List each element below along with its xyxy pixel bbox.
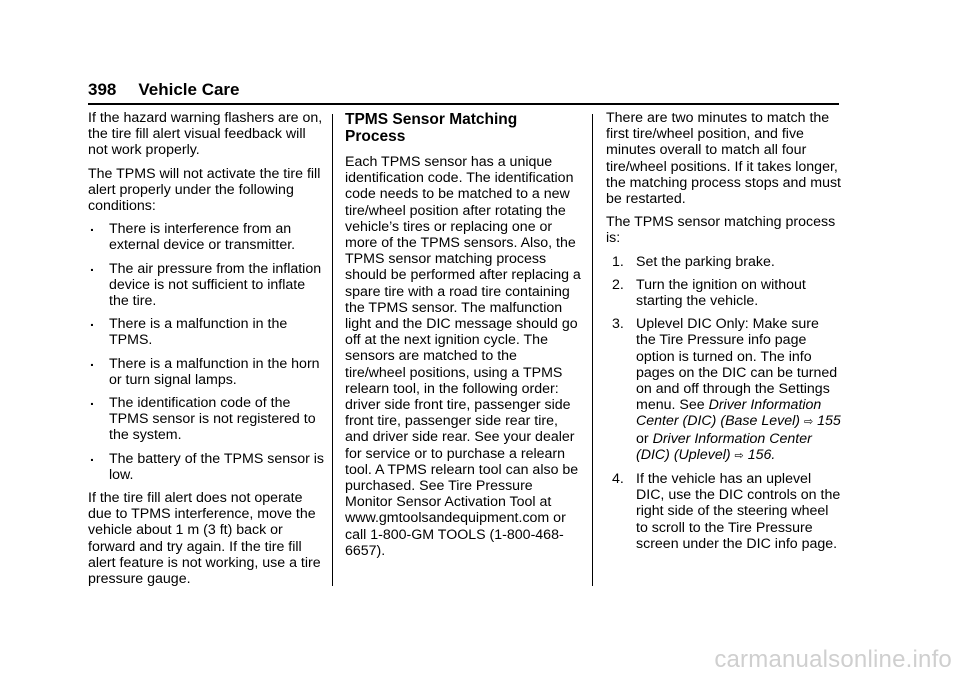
- step-number: 3.: [612, 316, 624, 333]
- step-item: [606, 316, 842, 464]
- page-reference-icon: ⇨: [734, 449, 744, 462]
- bullet-mark: .: [90, 258, 94, 275]
- column-divider-right: [592, 114, 593, 586]
- page-header: [88, 80, 240, 100]
- section-heading: TPMS Sensor Matching Process: [345, 111, 518, 145]
- list-item-text: The identification code of the TPMS sensor is not registered to the system.: [109, 395, 316, 444]
- conjunction-text: or: [636, 430, 649, 447]
- page-number: 398: [88, 80, 117, 99]
- step-item: [606, 254, 842, 270]
- paragraph: If the hazard warning flashers are on, the tire fill alert visual feedback will not work properly.: [88, 110, 323, 159]
- step-text: Turn the ignition on without starting the vehicle.: [636, 276, 806, 310]
- list-item: [88, 448, 325, 483]
- list-item-text: There is a malfunction in the horn or turn signal lamps.: [109, 355, 320, 388]
- cross-reference-page[interactable]: 156: [747, 446, 772, 463]
- list-item: [88, 221, 324, 253]
- watermark: carmanualsonline.info: [714, 646, 952, 673]
- step-item: [606, 471, 842, 552]
- list-item: [88, 316, 324, 348]
- list-item-text: There is a malfunction in the TPMS.: [109, 316, 288, 349]
- matching-steps-list: [606, 254, 842, 552]
- step-number: 1.: [612, 253, 624, 270]
- list-item-text: The air pressure from the inflation device is not sufficient to inflate the tire.: [109, 260, 322, 310]
- column-3: [606, 110, 842, 559]
- step-text: Uplevel DIC Only: Make sure the Tire Pressure info page option is turned on. The info pages on the DIC can be turned on and off through the Settings menu. See: [636, 316, 838, 414]
- step-item: [606, 277, 842, 309]
- bullet-mark: .: [90, 314, 94, 331]
- paragraph: The TPMS sensor matching process is:: [606, 214, 836, 247]
- list-item: [88, 258, 324, 310]
- paragraph: There are two minutes to match the first tire/wheel position, and five minutes overall to match all four tire/wheel positions. If it takes longer, the matching process stops and must be restarted.: [606, 110, 842, 208]
- column-divider-left: [332, 114, 333, 586]
- cross-reference-page[interactable]: 155: [817, 413, 841, 430]
- step-text: If the vehicle has an uplevel DIC, use the DIC controls on the right side of the steering wheel to scroll to the Tire Pressure screen under the DIC info page.: [636, 471, 841, 552]
- bullet-mark: .: [90, 393, 94, 410]
- step-number: 4.: [612, 471, 624, 488]
- sentence-end: .: [771, 446, 776, 463]
- bullet-mark: .: [90, 219, 94, 236]
- header-rule: [88, 103, 839, 105]
- paragraph: If the tire fill alert does not operate due to TPMS interference, move the vehicle about 1 m (3 ft) back or forward and try again. If the tire fill alert feature is not working, use a tire pressure gauge.: [88, 490, 321, 588]
- cross-reference-title[interactable]: Driver Information Center (DIC) (Base Level): [636, 397, 822, 430]
- page-reference-icon: ⇨: [803, 416, 814, 429]
- step-number: 2.: [612, 276, 624, 293]
- list-item-text: The battery of the TPMS sensor is low.: [109, 450, 325, 483]
- section-title: Vehicle Care: [138, 80, 240, 99]
- column-1: [88, 110, 324, 594]
- step-text: Set the parking brake.: [636, 253, 775, 270]
- paragraph: The TPMS will not activate the tire fill alert properly under the following conditions:: [88, 165, 321, 215]
- bullet-mark: .: [90, 448, 94, 465]
- conditions-list: [88, 221, 324, 483]
- column-2: [345, 110, 581, 566]
- bullet-mark: .: [90, 353, 94, 370]
- cross-reference-title[interactable]: Driver Information Center (DIC) (Uplevel): [636, 430, 812, 463]
- list-item-text: There is interference from an external device or transmitter.: [109, 221, 296, 254]
- paragraph: Each TPMS sensor has a unique identification code. The identification code needs to be matched to a new tire/wheel position after rotating the vehicle’s tires or replacing one or more of the TPMS sensors. Also, the TPMS sensor matching process should be performed after replacing a spare tire with a road tire containing the TPMS sensor. The malfunction light and the DIC message should go off at the next ignition cycle. The sensors are matched to the tire/wheel positions, using a TPMS relearn tool, in the following order: driver side front tire, passenger side front tire, passenger side rear tire, and driver side rear. See your dealer for service or to purchase a relearn tool. A TPMS relearn tool can also be purchased. See Tire Pressure Monitor Sensor Activation Tool at www.gmtoolsandequipment.com or call 1-800-GM TOOLS (1-800-468-6657).: [345, 154, 581, 559]
- list-item: [88, 353, 324, 388]
- list-item: [88, 395, 324, 444]
